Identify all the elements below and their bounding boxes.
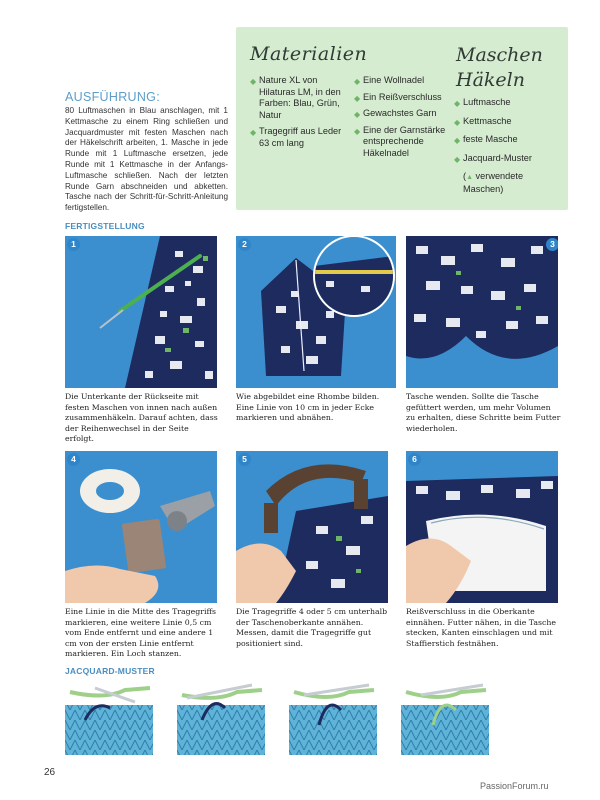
jacquard-step-4 [401,685,489,755]
list-item: ◆ Nature XL von Hilaturas LM, in den Farben: Blau, Grün, Natur [250,75,341,120]
list-item: ◆ Tragegriff aus Leder 63 cm lang [250,126,342,148]
diamond-bullet-icon: ◆ [250,128,257,137]
jacquard-step-2 [177,685,265,755]
execution-title: AUSFÜHRUNG: [65,90,160,104]
list-item: ◆ Gewachstes Garn [354,108,437,119]
diamond-bullet-icon: ◆ [454,117,461,127]
diamond-bullet-icon: ◆ [454,154,461,164]
step-number-badge: 6 [408,453,421,466]
diamond-bullet-icon: ◆ [250,77,257,86]
stitches-note: (▲ verwendete Maschen) [463,171,524,194]
step-photo-5 [236,451,388,603]
list-item: ◆ Eine Wollnadel [354,75,425,86]
materials-title: Materialien [250,43,368,65]
list-item: ◆ Ein Reißverschluss [354,91,442,103]
step-caption-3: Tasche wenden. Sollte die Tasche gefüttert werden, um mehr Volumen zu erhalten, diese Schritte beim Futter wiederholen. [406,392,561,433]
diamond-bullet-icon: ◆ [354,126,361,136]
step-photo-6 [406,451,558,603]
diamond-bullet-icon: ◆ [454,136,461,145]
step-photo-1 [65,236,217,388]
jacquard-step-1 [65,688,153,755]
step-photo-4 [65,451,217,603]
diamond-bullet-icon: ◆ [454,99,461,108]
diamond-bullet-icon: ◆ [354,77,361,86]
step-number-badge: 3 [546,238,558,251]
step-caption-2: Wie abgebildet eine Rhombe bilden. Eine Linie von 10 cm in jeder Ecke markieren und abnähen. [236,392,380,423]
stitches-list [454,97,564,202]
jacquard-title: JACQUARD-MUSTER [65,666,155,676]
materials-box [236,27,568,210]
step-caption-4: Eine Linie in die Mitte des Tragegriffs markieren, eine weitere Linie 0,5 cm vom Ende entfernt und eine andere 1 cm von der ersten Linie entfernt markieren. Ein Loch stanzen. [65,607,217,659]
triangle-icon: ▲ [466,174,473,181]
step-photo-3 [406,236,558,388]
watermark: PassionForum.ru [480,781,549,791]
diamond-bullet-icon: ◆ [354,93,361,103]
list-item: ◆ Jacquard-Muster [454,152,532,164]
step-caption-5: Die Tragegriffe 4 oder 5 cm unterhalb der Taschenoberkante annähen. Messen, damit die Tragegriffe gut positioniert sind. [236,607,388,648]
stitches-title: Maschen Häkeln [456,44,543,91]
diamond-bullet-icon: ◆ [354,110,361,119]
page-number: 26 [44,767,56,778]
list-item: ◆ Kettmasche [454,115,512,127]
finishing-title: FERTIGSTELLUNG [65,221,145,231]
list-item: ◆ Eine der Garnstärke entsprechende Häkelnadel [354,124,446,158]
step-number-badge: 5 [238,453,251,466]
jacquard-step-3 [289,685,377,755]
execution-text: 80 Luftmaschen in Blau anschlagen, mit 1 Kettmasche zu einem Ring schließen und Jacquardmuster mit festen Maschen nach der Häkelschrift arbeiten, 1. Masche in jede Runde mit 1 Luftmasche ersetzen, jede Runde mit 1 Kettmasche in der Anfangs-Luftmasche schließen. Nach der letzten Runde Garn abschneiden und abketten. Tasche nach der Schritt-für-Schritt-Anleitung fertigstellen. [65,106,228,213]
materials-list-1 [250,75,350,154]
step-number-badge: 4 [67,453,80,466]
list-item: ◆ Luftmasche [454,97,511,108]
step-number-badge: 1 [67,238,80,251]
step-number-badge: 2 [238,238,251,251]
list-item: ◆ feste Masche [454,134,518,145]
jacquard-illustrations [65,680,565,760]
step-caption-6: Reißverschluss in die Oberkante einnähen. Futter nähen, in die Tasche stecken, Kanten einschlagen und mit Staffierstich festnähen. [406,607,557,648]
step-photo-2 [236,236,396,388]
step-caption-1: Die Unterkante der Rückseite mit festen Maschen von innen nach außen zusammenhäkeln. Darauf achten, dass der Reihenwechsel in der Seite erfolgt. [65,392,218,444]
materials-list-2 [354,75,454,164]
